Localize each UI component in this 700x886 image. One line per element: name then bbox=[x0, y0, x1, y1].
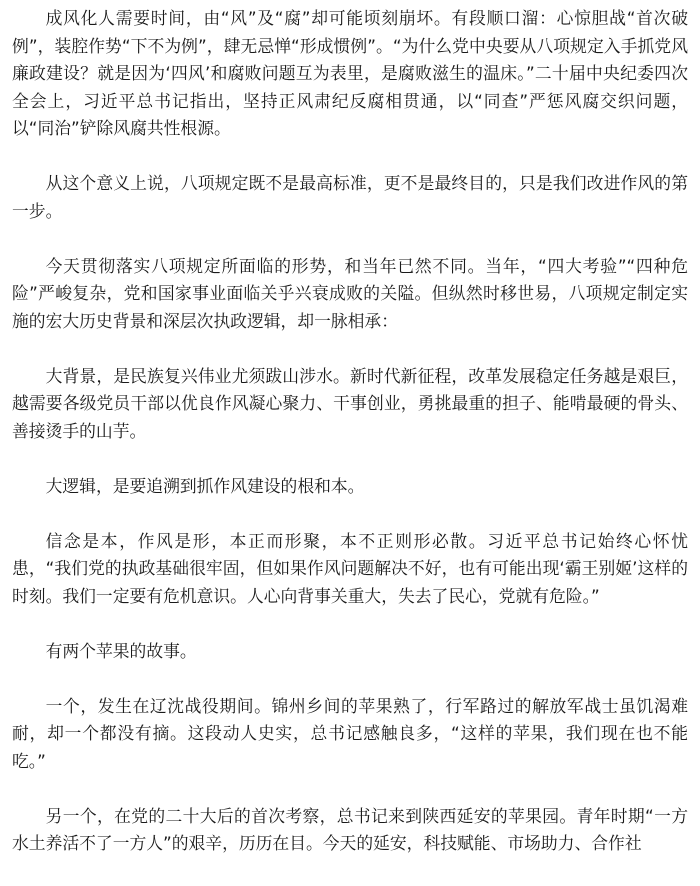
paragraph-8: 一个，发生在辽沈战役期间。锦州乡间的苹果熟了，行军路过的解放军战士虽饥渴难耐，却一个都没有摘。这段动人史实，总书记感触良多，“这样的苹果，我们现在也不能吃。” bbox=[12, 695, 688, 771]
article-body bbox=[12, 5, 688, 858]
paragraph-3: 今天贯彻落实八项规定所面临的形势，和当年已然不同。当年，“四大考验”“四种危险”严峻复杂，党和国家事业面临关乎兴衰成败的关隘。但纵然时移世易，八项规定制定实施的宏大历史背景和深层次执政逻辑，却一脉相承： bbox=[12, 255, 688, 331]
paragraph-4: 大背景，是民族复兴伟业尤须跋山涉水。新时代新征程，改革发展稳定任务越是艰巨，越需要各级党员干部以优良作风凝心聚力、干事创业，勇挑最重的担子、能啃最硬的骨头、善接烫手的山芋。 bbox=[12, 365, 688, 441]
paragraph-6: 信念是本，作风是形，本正而形聚，本不正则形必散。习近平总书记始终心怀忧患，“我们党的执政基础很牢固，但如果作风问题解决不好，也有可能出现‘霸王别姬’这样的时刻。我们一定要有危机意识。人心向背事关重大，失去了民心，党就有危险。” bbox=[12, 530, 688, 606]
paragraph-7: 有两个苹果的故事。 bbox=[45, 640, 197, 661]
paragraph-2: 从这个意义上说，八项规定既不是最高标准，更不是最终目的，只是我们改进作风的第一步。 bbox=[12, 173, 688, 221]
paragraph-5: 大逻辑，是要追溯到抓作风建设的根和本。 bbox=[45, 475, 365, 496]
paragraph-9: 另一个，在党的二十大后的首次考察，总书记来到陕西延安的苹果园。青年时期“一方水土养活不了一方人”的艰辛，历历在目。今天的延安，科技赋能、市场助力、合作社 bbox=[12, 805, 688, 853]
paragraph-1: 成风化人需要时间，由“风”及“腐”却可能顷刻崩坏。有段顺口溜：心惊胆战“首次破例”，装腔作势“下不为例”，肆无忌惮“形成惯例”。“为什么党中央要从八项规定入手抓党风廉政建设？就是因为‘四风’和腐败问题互为表里，是腐败滋生的温床。”二十届中央纪委四次全会上，习近平总书记指出，坚持正风肃纪反腐相贯通，以“同查”严惩风腐交织问题，以“同治”铲除风腐共性根源。 bbox=[12, 8, 688, 138]
